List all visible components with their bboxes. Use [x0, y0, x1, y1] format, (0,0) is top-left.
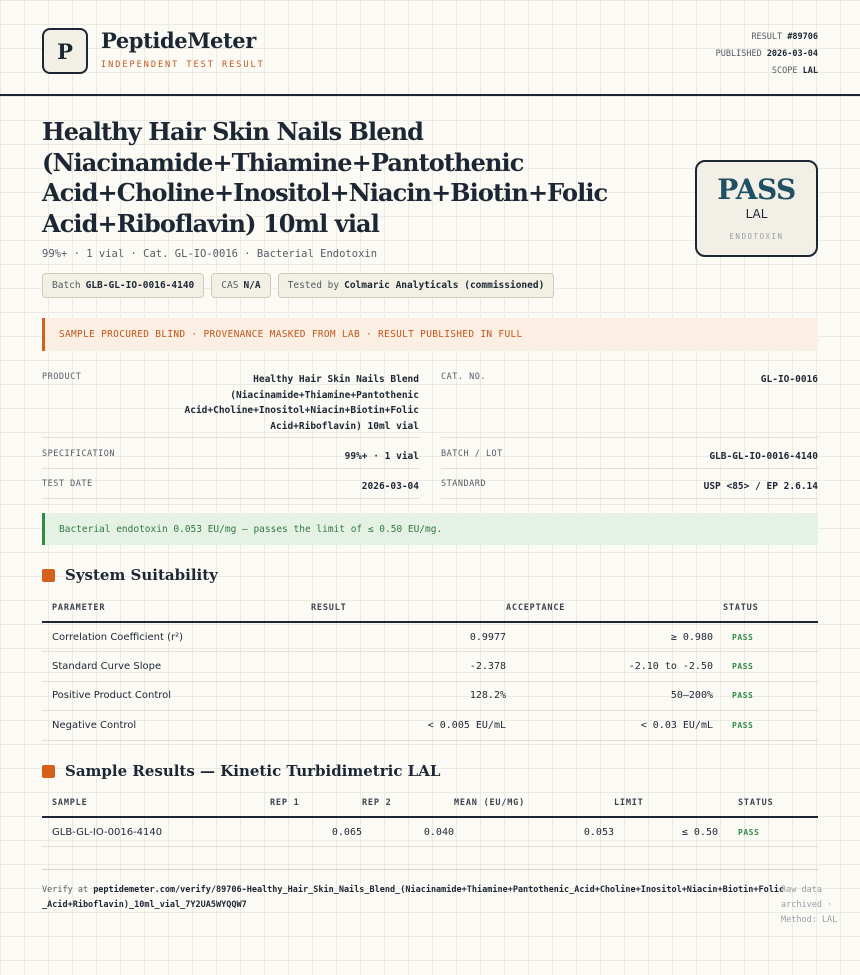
batch-chip: Batch GLB-GL-IO-0016-4140: [42, 273, 204, 298]
status-badge: PASS: [713, 652, 818, 682]
info-label: STANDARD: [441, 479, 486, 489]
table-header-row: [42, 595, 818, 622]
product-subline: 99%+ · 1 vial · Cat. GL-IO-0016 · Bacterial Endotoxin: [42, 248, 378, 260]
table-row: GLB-GL-IO-0016-4140 0.065 0.040 0.053 ≤ 0.50 PASS: [42, 817, 818, 847]
info-value: 99%+ · 1 vial: [344, 451, 419, 462]
status-badge: PASS: [718, 817, 818, 847]
info-value: 2026-03-04: [361, 481, 419, 492]
info-value: GL-IO-0016: [760, 374, 818, 385]
info-standard: [441, 479, 818, 499]
verdict-badge: [695, 160, 818, 257]
info-date: [42, 479, 419, 499]
col-status: STATUS: [713, 595, 818, 622]
table-header-row: [42, 790, 818, 817]
section-marker-icon: [42, 569, 55, 582]
col-status: STATUS: [718, 790, 818, 817]
status-badge: PASS: [713, 711, 818, 741]
meta-scope: SCOPE LAL: [771, 66, 818, 76]
table-row: Negative Control < 0.005 EU/mL < 0.03 EU/mL PASS: [42, 711, 818, 741]
blind-notice: SAMPLE PROCURED BLIND · PROVENANCE MASKED FROM LAB · RESULT PUBLISHED IN FULL: [42, 318, 818, 351]
brand-logo: P: [42, 28, 88, 74]
section-marker-icon: [42, 765, 55, 778]
info-label: PRODUCT: [42, 372, 82, 382]
info-label: BATCH / LOT: [441, 449, 503, 459]
info-label: SPECIFICATION: [42, 449, 116, 459]
product-chips: [42, 273, 554, 298]
col-rep2: REP 2: [362, 790, 454, 817]
status-badge: PASS: [713, 622, 818, 652]
footer-divider: [42, 869, 818, 870]
verify-note: Verify at peptidemeter.com/verify/89706-Healthy_Hair_Skin_Nails_Blend_(Niacinamide+Thiamine+Pantothenic_Acid+Choline+Inositol+Niacin+Biotin+Folic_Acid+Riboflavin)_10ml_vial_7Y2UA5WYQQW7: [42, 885, 785, 910]
result-meta: [716, 29, 818, 80]
page-title: Healthy Hair Skin Nails Blend (Niacinamide+Thiamine+Pantothenic Acid+Choline+Inositol+Niacin+Biotin+Folic Acid+Riboflavin) 10ml vial: [42, 117, 608, 238]
section-sample-results: Sample Results — Kinetic Turbidimetric LAL: [42, 762, 440, 780]
meta-published: PUBLISHED 2026-03-04: [715, 49, 818, 59]
page-header: [0, 0, 860, 96]
verdict-word: PASS: [717, 173, 796, 206]
summary-banner: Bacterial endotoxin 0.053 EU/mg — passes the limit of ≤ 0.50 EU/mg.: [42, 513, 818, 545]
verdict-test: ENDOTOXIN: [729, 232, 784, 241]
system-suitability-table: [42, 595, 818, 741]
info-value: USP <85> / EP 2.6.14: [703, 481, 818, 492]
brand-tagline: INDEPENDENT TEST RESULT: [101, 60, 265, 70]
table-row: Positive Product Control 128.2% 50–200% PASS: [42, 681, 818, 711]
table-row: Standard Curve Slope -2.378 -2.10 to -2.50 PASS: [42, 652, 818, 682]
col-rep1: REP 1: [270, 790, 362, 817]
table-row: Correlation Coefficient (r²) 0.9977 ≥ 0.980 PASS: [42, 622, 818, 652]
meta-result: RESULT #89706: [751, 32, 818, 42]
info-spec: [42, 449, 419, 469]
col-limit: LIMIT: [614, 790, 718, 817]
col-result: RESULT: [311, 595, 506, 622]
verify-link[interactable]: peptidemeter.com/verify/89706-Healthy_Hair_Skin_Nails_Blend_(Niacinamide+Thiamine+Pantothenic_Acid+Choline+Inositol+Niacin+Biotin+Folic_Acid+Riboflavin)_10ml_vial_7Y2UA5WYQQW7: [42, 885, 785, 910]
verdict-method: LAL: [745, 207, 768, 221]
col-sample: SAMPLE: [42, 790, 270, 817]
info-label: TEST DATE: [42, 479, 93, 489]
info-batch: [441, 449, 818, 469]
col-mean: MEAN (EU/MG): [454, 790, 614, 817]
cas-chip: CAS N/A: [211, 273, 270, 298]
status-badge: PASS: [713, 681, 818, 711]
info-value: Healthy Hair Skin Nails Blend (Niacinamide+Thiamine+Pantothenic Acid+Choline+Inositol+Niacin+Biotin+Folic Acid+Riboflavin) 10ml vial: [184, 374, 419, 432]
info-catno: [441, 372, 818, 438]
info-product: [42, 372, 419, 438]
info-label: CAT. NO.: [441, 372, 486, 382]
raw-data-note: Raw data archived · Method: LAL: [781, 885, 838, 925]
col-parameter: PARAMETER: [42, 595, 311, 622]
tested-by-chip: Tested by Colmaric Analyticals (commissioned): [278, 273, 555, 298]
col-acceptance: ACCEPTANCE: [506, 595, 713, 622]
brand-name[interactable]: PeptideMeter: [101, 28, 256, 53]
sample-results-table: [42, 790, 818, 847]
info-value: GLB-GL-IO-0016-4140: [709, 451, 818, 462]
section-system-suitability: System Suitability: [42, 566, 218, 584]
